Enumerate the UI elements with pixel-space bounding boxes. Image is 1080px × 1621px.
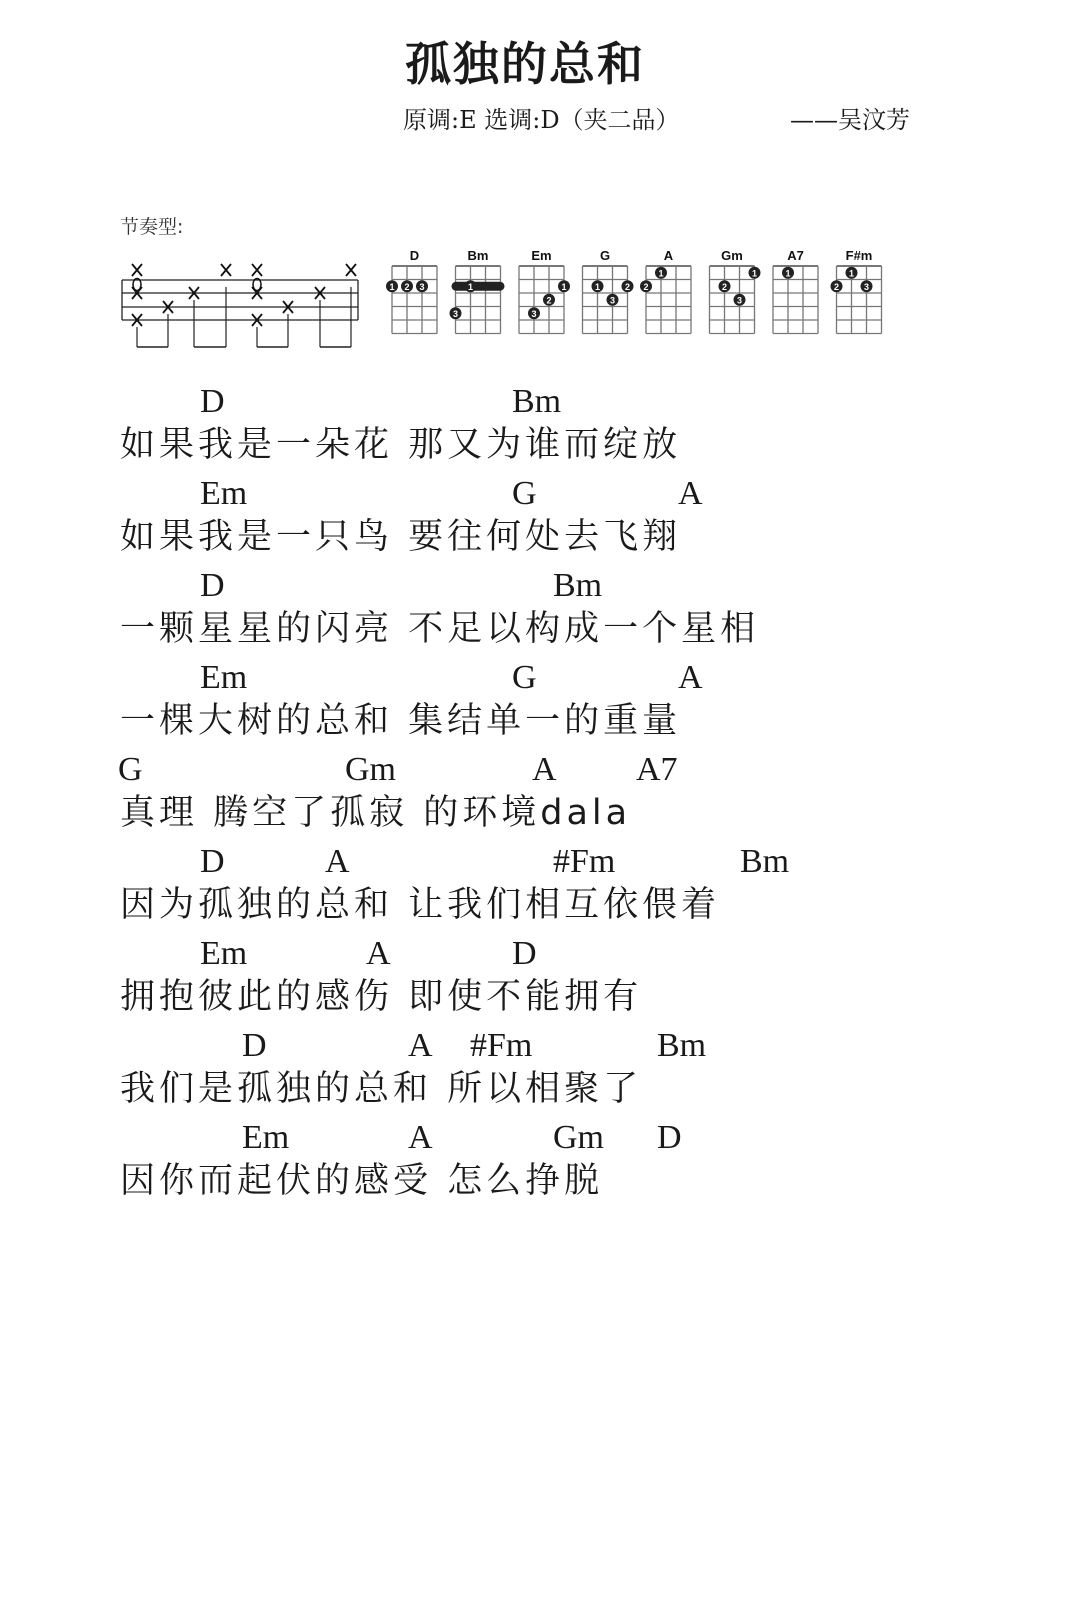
finger-number: 2 — [404, 281, 410, 292]
finger-number: 2 — [833, 281, 840, 292]
chord-diagram-name: A7 — [787, 248, 804, 263]
finger-number: 1 — [561, 281, 567, 292]
rhythm-label: 节奏型: — [120, 216, 184, 238]
chord-diagram-a7 — [773, 248, 818, 334]
chord-diagram-name: F#m — [845, 248, 873, 263]
finger-number: 1 — [848, 268, 855, 279]
song-title: 孤独的总和 — [405, 37, 645, 91]
chord-diagram-name: D — [409, 248, 420, 263]
finger-number: 3 — [452, 308, 459, 319]
chord-label: D — [242, 1027, 267, 1064]
chord-label: A — [366, 935, 391, 972]
chord-diagram-name: G — [599, 248, 611, 263]
lyric-line: 如果我是一只鸟 要往何处去飞翔 — [120, 517, 682, 557]
chord-diagram-name: Bm — [467, 248, 489, 263]
chord-diagrams — [380, 240, 900, 340]
chord-label: D — [200, 567, 225, 604]
chord-label: G — [512, 659, 537, 696]
finger-number: 1 — [751, 268, 758, 279]
finger-number: 3 — [863, 281, 870, 292]
lyric-line: 如果我是一朵花 那又为谁而绽放 — [120, 425, 682, 465]
chord-diagram-name: A — [663, 248, 674, 263]
lyric-line: 我们是孤独的总和 所以相聚了 — [120, 1069, 643, 1109]
chord-label: Gm — [345, 751, 396, 788]
lyric-line: 一颗星星的闪亮 不足以构成一个星相 — [120, 609, 760, 649]
chord-label: A — [408, 1119, 433, 1156]
chord-diagram-a — [640, 248, 691, 334]
lyric-line: 真理 腾空了孤寂 的环境dala — [120, 793, 632, 833]
chord-diagram-em — [519, 248, 570, 334]
chord-diagram-name: Gm — [721, 248, 743, 263]
chord-label: A — [678, 659, 703, 696]
finger-number: 3 — [736, 295, 743, 306]
chord-label: #Fm — [553, 843, 616, 880]
strum-pattern — [115, 255, 365, 355]
chord-diagram-name: Em — [531, 248, 552, 263]
finger-number: 1 — [467, 281, 474, 292]
chord-label: D — [200, 383, 225, 420]
finger-number: 2 — [721, 281, 728, 292]
chord-label: D — [657, 1119, 682, 1156]
chord-diagram-d — [386, 248, 437, 334]
chord-label: Gm — [553, 1119, 604, 1156]
chord-label: Em — [200, 475, 248, 512]
lyric-line: 拥抱彼此的感伤 即使不能拥有 — [120, 977, 643, 1017]
strum-x-mark — [252, 264, 262, 276]
chord-label: Bm — [657, 1027, 707, 1064]
chord-label: Em — [200, 935, 248, 972]
chord-label: Bm — [553, 567, 603, 604]
finger-number: 3 — [419, 281, 425, 292]
chord-diagram-gm — [710, 248, 761, 334]
strum-x-mark — [132, 264, 142, 276]
chord-label: Bm — [740, 843, 790, 880]
chord-label: #Fm — [470, 1027, 533, 1064]
finger-number: 1 — [658, 268, 664, 279]
artist: ——吴汶芳 — [790, 106, 910, 134]
chord-label: A — [408, 1027, 433, 1064]
barre-mark — [452, 282, 505, 291]
lyric-line: 因你而起伏的感受 怎么挣脱 — [120, 1161, 604, 1201]
chord-label: Em — [200, 659, 248, 696]
strum-x-mark — [346, 264, 356, 276]
finger-number: 3 — [609, 295, 616, 306]
chord-label: Bm — [512, 383, 562, 420]
lyric-line: 一棵大树的总和 集结单一的重量 — [120, 701, 682, 741]
finger-number: 1 — [389, 281, 395, 292]
chord-label: A — [678, 475, 703, 512]
chord-label: D — [512, 935, 537, 972]
finger-number: 1 — [594, 281, 601, 292]
finger-number: 1 — [785, 268, 791, 279]
lyric-line: 因为孤独的总和 让我们相互依偎着 — [120, 885, 721, 925]
chord-diagram-g — [583, 248, 634, 334]
chord-label: D — [200, 843, 225, 880]
chord-label: G — [512, 475, 537, 512]
finger-number: 2 — [643, 281, 649, 292]
chord-label: A7 — [636, 751, 678, 788]
chord-label: Em — [242, 1119, 290, 1156]
strum-x-mark — [221, 264, 231, 276]
finger-number: 3 — [531, 308, 537, 319]
chord-label: A — [325, 843, 350, 880]
chord-diagram-fsharpm — [831, 248, 882, 334]
finger-number: 2 — [546, 295, 552, 306]
chord-label: G — [118, 751, 143, 788]
chord-label: A — [532, 751, 557, 788]
key-info: 原调:E 选调:D（夹二品） — [403, 106, 680, 134]
chord-diagram-bm — [450, 248, 505, 334]
finger-number: 2 — [624, 281, 631, 292]
